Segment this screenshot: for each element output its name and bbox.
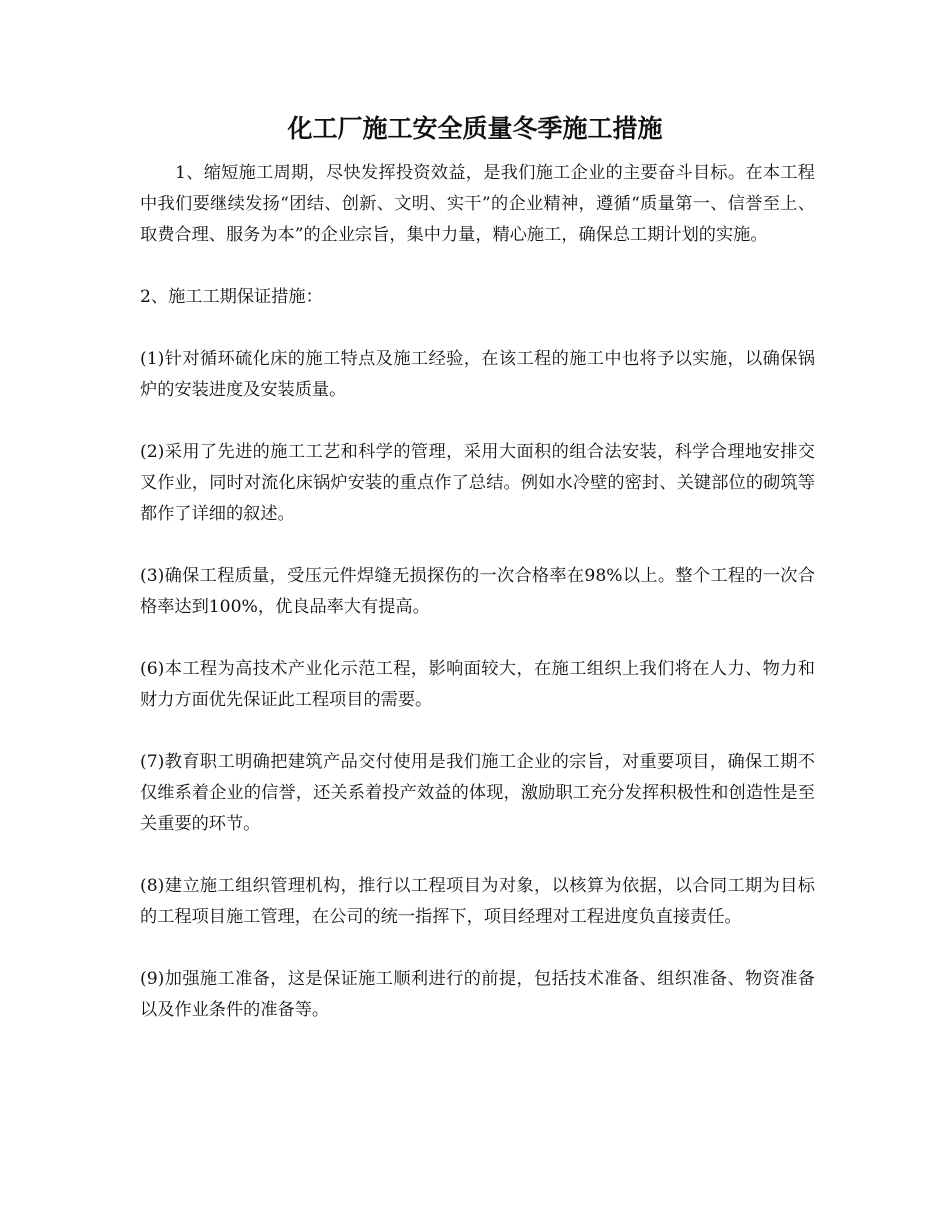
paragraph-3: (1)针对循环硫化床的施工特点及施工经验，在该工程的施工中也将予以实施，以确保锅炉的安装进度及安装质量。 [140,349,815,400]
paragraph-1: 1、缩短施工周期，尽快发挥投资效益，是我们施工企业的主要奋斗目标。在本工程中我们要继续发扬“团结、创新、文明、实干”的企业精神，遵循“质量第一、信誉至上、取费合理、服务为本”的企业宗旨，集中力量，精心施工，确保总工期计划的实施。 [140,163,815,245]
document-body [140,158,815,1057]
paragraph-2: 2、施工工期保证措施： [140,287,323,307]
paragraph-7: (7)教育职工明确把建筑产品交付使用是我们施工企业的宗旨，对重要项目，确保工期不仅维系着企业的信誉，还关系着投产效益的体现，激励职工充分发挥积极性和创造性是至关重要的环节。 [140,752,815,834]
paragraph-6: (6)本工程为高技术产业化示范工程，影响面较大，在施工组织上我们将在人力、物力和财力方面优先保证此工程项目的需要。 [140,659,815,710]
paragraph-9: (9)加强施工准备，这是保证施工顺利进行的前提，包括技术准备、组织准备、物资准备以及作业条件的准备等。 [140,969,815,1020]
paragraph-5: (3)确保工程质量，受压元件焊缝无损探伤的一次合格率在98%以上。整个工程的一次合格率达到100%，优良品率大有提高。 [140,566,815,617]
document-title: 化工厂施工安全质量冬季施工措施 [287,114,663,143]
paragraph-8: (8)建立施工组织管理机构，推行以工程项目为对象，以核算为依据，以合同工期为目标的工程项目施工管理，在公司的统一指挥下，项目经理对工程进度负直接责任。 [140,876,815,927]
paragraph-4: (2)采用了先进的施工工艺和科学的管理，采用大面积的组合法安装，科学合理地安排交叉作业，同时对流化床锅炉安装的重点作了总结。例如水冷壁的密封、关键部位的砌筑等都作了详细的叙述。 [140,442,815,524]
